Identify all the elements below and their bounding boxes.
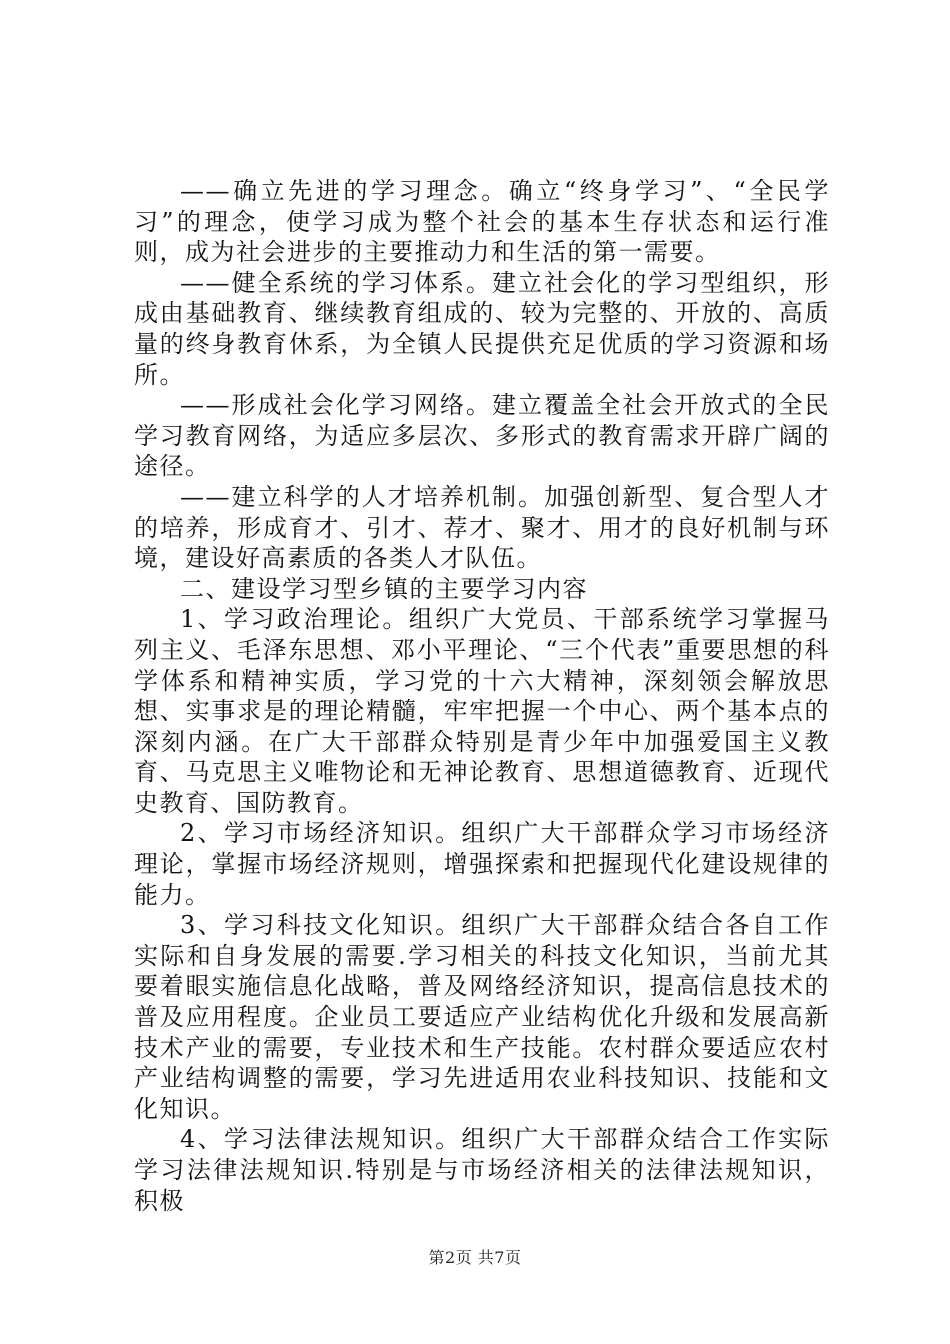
page-number-footer: 第2页 共7页: [428, 1248, 522, 1267]
paragraph-learning-concept: ——确立先进的学习理念。确立“终身学习”、“全民学习”的理念，使学习成为整个社会的基本生存状态和运行准则，成为社会进步的主要推动力和生活的第一需要。: [134, 177, 830, 267]
paragraph-law-knowledge: 4、学习法律法规知识。组织广大干部群众结合工作实际学习法律法规知识.特别是与市场经济相关的法律法规知识，积极: [134, 1125, 830, 1215]
paragraph-market-economy: 2、学习市场经济知识。组织广大干部群众学习市场经济理论，掌握市场经济规则，增强探索和把握现代化建设规律的能力。: [134, 819, 830, 909]
section-heading: 二、建设学习型乡镇的主要学习内容: [180, 574, 588, 603]
paragraph-learning-system: ——健全系统的学习体系。建立社会化的学习型组织，形成由基础教育、继续教育组成的、较为完整的、开放的、高质量的终身教育休系，为全镇人民提供充足优质的学习资源和场所。: [134, 268, 830, 389]
document-body: [134, 176, 830, 1216]
paragraph-talent-mechanism: ——建立科学的人才培养机制。加强创新型、复合型人才的培养，形成育才、引才、荐才、聚才、用才的良好机制与环境，建设好高素质的各类人才队伍。: [134, 482, 830, 573]
paragraph-learning-network: ——形成社会化学习网络。建立覆盖全社会开放式的全民学习教育网络，为适应多层次、多形式的教育需求开辟广阔的途径。: [134, 391, 830, 481]
paragraph-science-culture: 3、学习科技文化知识。组织广大干部群众结合各自工作实际和自身发展的需要.学习相关的科技文化知识，当前尤其要着眼实施信息化战略，普及网络经济知识，提高信息技术的普及应用程度。企业员工要适应产业结构优化升级和发展高新技术产业的需要，专业技术和生产技能。农村群众要适应农村产业结构调整的需要，学习先进适用农业科技知识、技能和文化知识。: [134, 911, 830, 1123]
paragraph-political-theory: 1、学习政治理论。组织广大党员、干部系统学习掌握马列主义、毛泽东思想、邓小平理论、“三个代表”重要思想的科学体系和精神实质，学习党的十六大精神，深刻领会解放思想、实事求是的理论精髓，牢牢把握一个中心、两个基本点的深刻内涵。在广大干部群众特别是青少年中加强爱国主义教育、马克思主义唯物论和无神论教育、思想道德教育、近现代史教育、国防教育。: [134, 605, 830, 817]
